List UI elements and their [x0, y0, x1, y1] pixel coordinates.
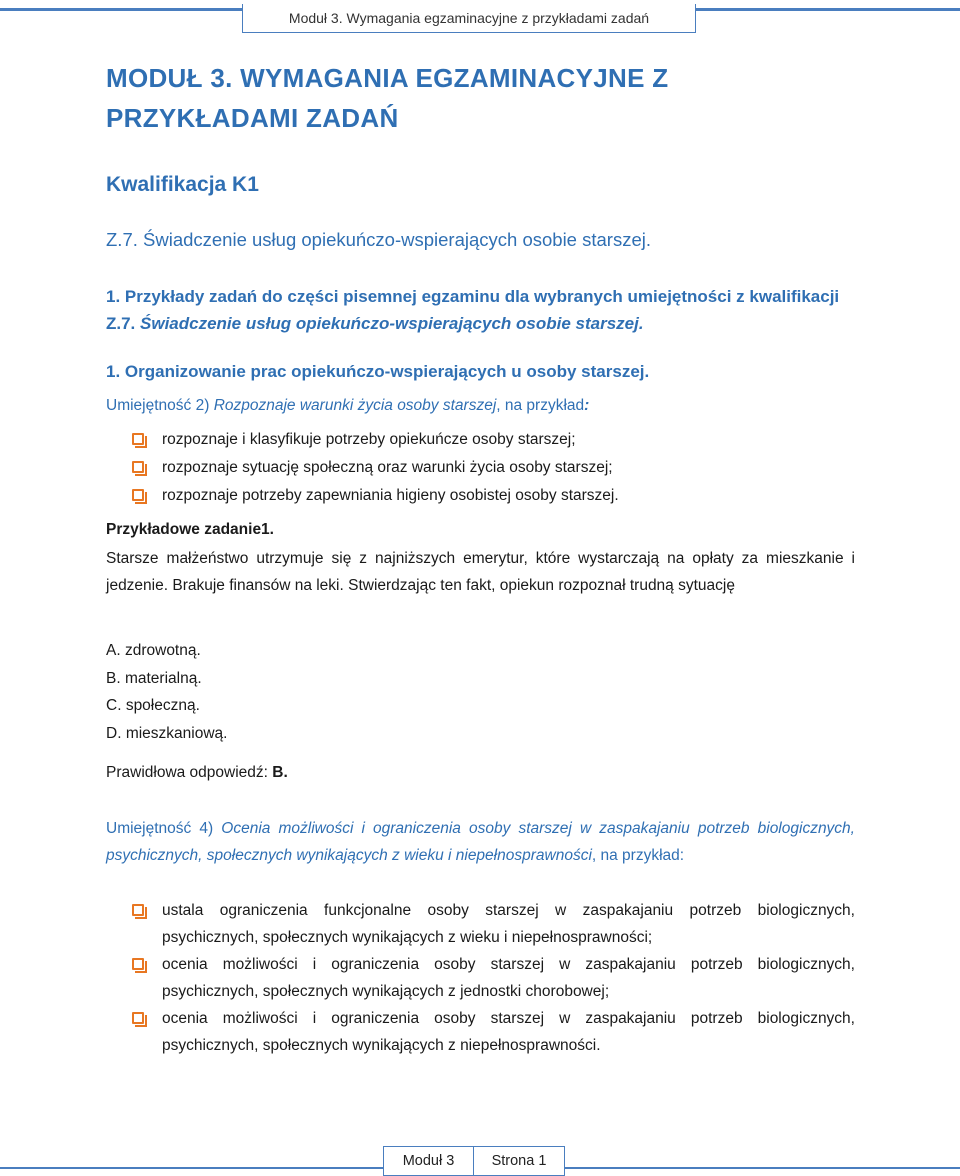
list-item: ocenia możliwości i ograniczenia osoby starszej w zaspakajaniu potrzeb biologicznych, psychicznych, społecznych wynikających z niepełnosprawności. — [130, 1005, 855, 1059]
checkbox-bullet-icon — [132, 433, 144, 445]
running-header: Moduł 3. Wymagania egzaminacyjne z przykładami zadań — [242, 4, 696, 33]
qualification-name: Z.7. Świadczenie usług opiekuńczo-wspierających osobie starszej. — [106, 229, 651, 250]
option-a: A. zdrowotną. — [106, 642, 201, 659]
list-item: rozpoznaje i klasyfikuje potrzeby opiekuńcze osoby starszej; — [130, 426, 830, 454]
option-b: B. materialną. — [106, 669, 202, 687]
task-text: Starsze małżeństwo utrzymuje się z najniższych emerytur, które wystarczają na opłaty za mieszkanie i jedzenie. Brakuje finansów na leki. Stwierdzając ten fakt, opiekun rozpoznał trudną sytuację — [106, 550, 855, 594]
subsection-heading: 1. Organizowanie prac opiekuńczo-wspierających u osoby starszej. — [106, 362, 650, 381]
skill-2-list — [130, 426, 830, 510]
checkbox-bullet-icon — [132, 958, 144, 970]
module-title: MODUŁ 3. WYMAGANIA EGZAMINACYJNE Z PRZYKŁADAMI ZADAŃ — [106, 63, 669, 133]
checkbox-bullet-icon — [132, 489, 144, 501]
correct-answer-label: Prawidłowa odpowiedź: — [106, 764, 273, 781]
skill-4-list — [130, 897, 855, 1059]
footer-module: Moduł 3 — [383, 1146, 474, 1176]
skill-2-colon: : — [584, 397, 590, 414]
qualification-heading: Kwalifikacja K1 — [106, 173, 259, 196]
skill-2-suffix: , na przykład — [496, 397, 585, 414]
checkbox-bullet-icon — [132, 461, 144, 473]
footer-rule-right — [565, 1167, 960, 1169]
correct-answer — [106, 764, 288, 782]
section-heading — [106, 283, 856, 337]
list-item: ustala ograniczenia funkcjonalne osoby starszej w zaspakajaniu potrzeb biologicznych, psychicznych, społecznych wynikających z wieku i niepełnosprawności; — [130, 897, 855, 951]
skill-2-label: Umiejętność 2) — [106, 397, 214, 414]
list-item: ocenia możliwości i ograniczenia osoby starszej w zaspakajaniu potrzeb biologicznych, psychicznych, społecznych wynikających z jednostki chorobowej; — [130, 951, 855, 1005]
skill-4-label: Umiejętność 4) — [106, 820, 222, 837]
list-item: rozpoznaje potrzeby zapewniania higieny osobistej osoby starszej. — [130, 482, 830, 510]
checkbox-bullet-icon — [132, 1012, 144, 1024]
checkbox-bullet-icon — [132, 904, 144, 916]
correct-answer-value: B. — [272, 764, 288, 781]
skill-4-suffix: , na przykład: — [591, 847, 685, 864]
skill-4-italic: Ocenia możliwości i ograniczenia osoby starszej w zaspakajaniu potrzeb biologicznych, psychicznych, społecznych wynikających z wieku i niepełnosprawności — [106, 820, 855, 864]
answer-options — [106, 637, 227, 747]
footer-page-number: Strona 1 — [474, 1146, 565, 1176]
footer-rule-left — [0, 1167, 383, 1169]
list-item: rozpoznaje sytuację społeczną oraz warunki życia osoby starszej; — [130, 454, 830, 482]
section-heading-prefix: 1. Przykłady zadań do części pisemnej egzaminu dla wybranych umiejętności z kwalifikacji Z.7. — [106, 287, 840, 333]
header-rule-right — [696, 8, 960, 11]
option-c: C. społeczną. — [106, 697, 200, 714]
skill-4-heading — [106, 815, 855, 869]
skill-2-heading — [106, 397, 589, 415]
option-d: D. mieszkaniową. — [106, 724, 228, 742]
skill-2-italic: Rozpoznaje warunki życia osoby starszej — [213, 397, 497, 414]
section-heading-italic: Świadczenie usług opiekuńczo-wspierających osobie starszej. — [140, 314, 644, 333]
task-title: Przykładowe zadanie1. — [106, 521, 274, 538]
header-rule-left — [0, 8, 242, 11]
